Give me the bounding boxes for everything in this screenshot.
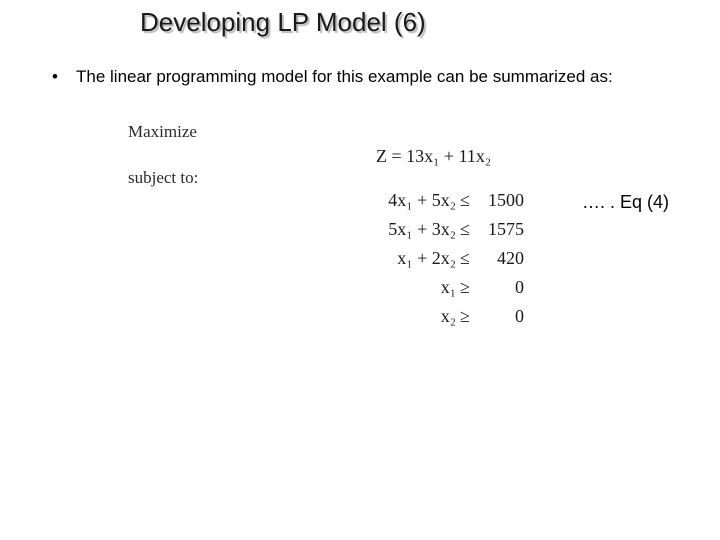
constraint-lhs: 5x₁ + 3x₂: [388, 219, 456, 239]
constraint-rhs: 420: [497, 248, 524, 268]
constraint-operator: ≤: [460, 190, 470, 210]
constraint-rhs: 0: [515, 277, 524, 297]
equation-tag: …. . Eq (4): [582, 192, 670, 212]
maximize-label: Maximize: [128, 122, 197, 141]
constraint-lhs: x₁: [440, 277, 456, 297]
bullet-text: The linear programming model for this example can be summarized as:: [76, 67, 613, 86]
constraint-lhs: x₂: [440, 306, 456, 326]
constraint-rhs: 0: [515, 306, 524, 326]
objective-function: Z = 13x₁ + 11x₂: [376, 146, 492, 166]
subject-to-label: subject to:: [128, 168, 199, 187]
constraint-lhs: x₁ + 2x₂: [397, 248, 456, 268]
constraint-rhs: 1575: [488, 219, 524, 239]
constraint-rhs: 1500: [488, 190, 524, 210]
slide-title: Developing LP Model (6): [140, 7, 426, 37]
constraint-operator: ≥: [460, 277, 470, 297]
bullet-item: [52, 66, 613, 88]
constraint-operator: ≥: [460, 306, 470, 326]
constraint-lhs: 4x₁ + 5x₂: [388, 190, 456, 210]
bullet-icon: •: [52, 67, 58, 86]
constraint-operator: ≤: [460, 219, 470, 239]
constraint-operator: ≤: [460, 248, 470, 268]
